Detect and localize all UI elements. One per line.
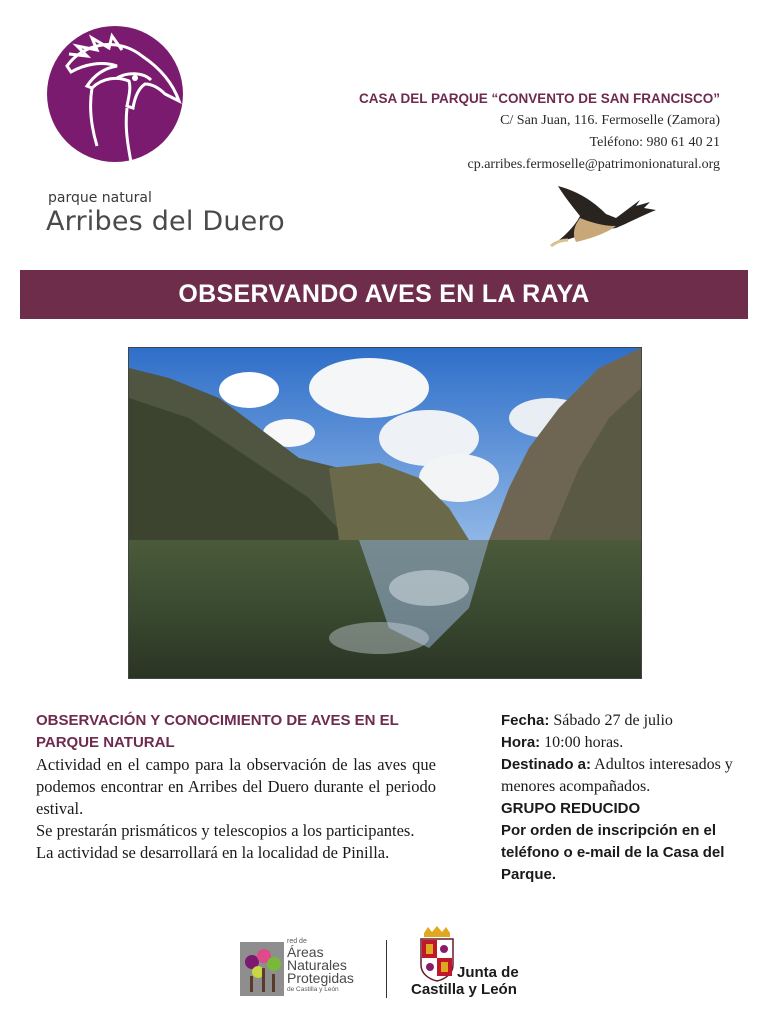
activity-description — [36, 710, 436, 864]
park-name: Arribes del Duero — [46, 206, 285, 237]
fecha-label: Fecha: — [501, 712, 550, 729]
rana-line-2: Naturales — [287, 957, 347, 973]
hora-value: 10:00 horas. — [544, 734, 624, 751]
rana-line-1: Áreas — [287, 944, 324, 960]
contact-block — [359, 88, 720, 176]
rana-line-4: de Castilla y León — [287, 986, 339, 993]
contact-address: C/ San Juan, 116. Fermoselle (Zamora) — [500, 113, 720, 128]
activity-heading: OBSERVACIÓN Y CONOCIMIENTO DE AVES EN EL PARQUE NATURAL — [36, 712, 399, 751]
junta-line-2: Castilla y León — [411, 981, 517, 998]
destinado-line — [501, 754, 746, 798]
vulture-illustration — [546, 184, 658, 254]
rana-line-3: Protegidas — [287, 970, 354, 986]
activity-paragraph-3: La actividad se desarrollará en la localidad de Pinilla. — [36, 843, 390, 862]
hora-line — [501, 732, 746, 754]
fecha-line — [501, 710, 746, 732]
park-logo — [47, 26, 183, 162]
title-banner — [20, 270, 748, 319]
destinado-label: Destinado a: — [501, 756, 592, 773]
activity-paragraph-1: Actividad en el campo para la observación de las aves que podemos encontrar en Arribes del Duero durante el periodo estival. — [36, 755, 436, 818]
footer-divider — [386, 940, 387, 998]
destinado-value: Adultos interesados y menores acompañados. — [501, 756, 733, 795]
park-subtitle: parque natural — [48, 190, 152, 206]
grupo-reducido: GRUPO REDUCIDO — [501, 800, 641, 817]
contact-phone: Teléfono: 980 61 40 21 — [589, 135, 720, 150]
rana-text — [287, 938, 354, 994]
page-title: OBSERVANDO AVES EN LA RAYA — [178, 280, 590, 308]
river-canyon-photo — [128, 347, 642, 679]
activity-details — [501, 710, 746, 886]
activity-paragraph-2: Se prestarán prismáticos y telescopios a los participantes. — [36, 821, 415, 840]
inscripcion-note: Por orden de inscripción en el teléfono o e-mail de la Casa del Parque. — [501, 822, 725, 883]
contact-title: CASA DEL PARQUE “CONVENTO DE SAN FRANCISCO” — [358, 91, 720, 106]
junta-line-1: Junta de — [457, 964, 519, 981]
contact-email[interactable]: cp.arribes.fermoselle@patrimonionatural.org — [467, 157, 720, 172]
fecha-value: Sábado 27 de julio — [553, 712, 673, 729]
junta-text — [411, 964, 519, 998]
rana-small: red de — [287, 938, 307, 945]
hora-label: Hora: — [501, 734, 541, 751]
